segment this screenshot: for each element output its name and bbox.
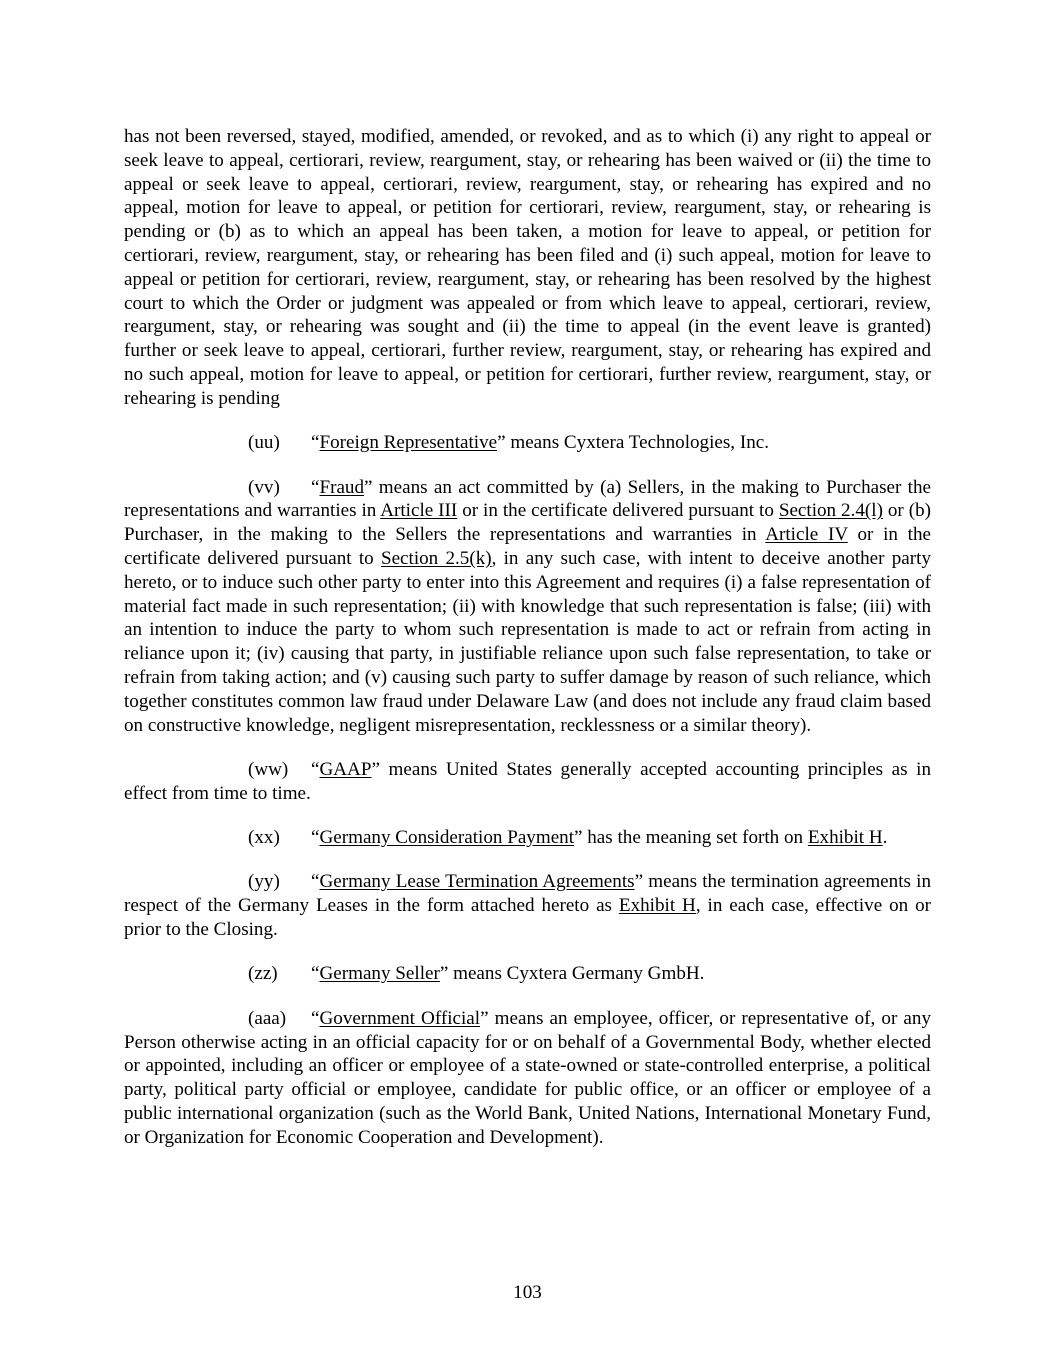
definition-text: ” means Cyxtera Technologies, Inc.	[497, 432, 770, 454]
clause-label: (xx)	[248, 827, 280, 849]
open-quote: “	[311, 871, 320, 893]
cross-reference-exhibit-h[interactable]: Exhibit H	[618, 895, 696, 917]
definition-text: , in any such case, with intent to deceive another party hereto, or to induce such other party to enter into this Agreement and requires (i) a false representation of material fact made in such representation; (ii) with knowledge that such representation is false; (iii) with an intention to induce the party to whom such representation is made to act or refrain from acting in reliance upon it; (iv) causing that party, in justifiable reliance upon such false representation, to take or refrain from taking action; and (v) causing such party to suffer damage by reason of such reliance, which together constitutes common law fraud under Delaware Law (and does not include any fraud claim based on constructive knowledge, negligent misrepresentation, recklessness or a similar theory).	[124, 547, 931, 736]
definition-germany-consideration-payment	[124, 826, 931, 850]
document-body	[124, 125, 931, 1170]
defined-term: Germany Lease Termination Agreements	[319, 871, 635, 893]
intro-paragraph: has not been reversed, stayed, modified, amended, or revoked, and as to which (i) any right to appeal or seek leave to appeal, certiorari, review, reargument, stay, or rehearing has been waived or (ii) the time to appeal or seek leave to appeal, certiorari, review, reargument, stay, or rehearing has expired and no appeal, motion for leave to appeal, or petition for certiorari, review, reargument, stay, or rehearing is pending or (b) as to which an appeal has been taken, a motion for leave to appeal, or petition for certiorari, review, reargument, stay, or rehearing has been filed and (i) such appeal, motion for leave to appeal or petition for certiorari, review, reargument, stay, or rehearing has been resolved by the highest court to which the Order or judgment was appealed or from which leave to appeal, certiorari, review, reargument, stay, or rehearing was sought and (ii) the time to appeal (in the event leave is granted) further or seek leave to appeal, certiorari, further review, reargument, stay, or rehearing has expired and no such appeal, motion for leave to appeal, or petition for certiorari, further review, reargument, stay, or rehearing is pending	[124, 126, 931, 409]
clause-label: (uu)	[248, 432, 280, 454]
definition-text: or in the certificate delivered pursuant to	[457, 500, 779, 522]
clause-label: (zz)	[248, 963, 278, 985]
open-quote: “	[311, 476, 320, 498]
defined-term: Foreign Representative	[319, 432, 498, 454]
definition-text: ” means an employee, officer, or representative of, or any Person otherwise acting in an official capacity for or on behalf of a Governmental Body, whether elected or appointed, including an officer or employee of a state-owned or state-controlled enterprise, a political party, political party official or employee, candidate for public office, or an officer or employee of a public international organization (such as the World Bank, United Nations, International Monetary Fund, or Organization for Economic Cooperation and Development).	[124, 1007, 931, 1148]
definition-government-official	[124, 1007, 931, 1150]
definition-text: or in the certificate delivered pursuant to	[124, 524, 931, 569]
definition-text: .	[882, 827, 888, 849]
open-quote: “	[311, 432, 320, 454]
open-quote: “	[311, 758, 320, 780]
defined-term: Government Official	[319, 1007, 481, 1029]
open-quote: “	[311, 1007, 320, 1029]
defined-term: GAAP	[319, 758, 372, 780]
definition-text: ” means an act committed by (a) Sellers, in the making to Purchaser the representations and warranties in	[124, 476, 931, 522]
definition-text: ” means United States generally accepted accounting principles as in effect from time to time.	[124, 758, 931, 804]
open-quote: “	[311, 963, 320, 985]
definition-text: ” means the termination agreements in respect of the Germany Leases in the form attached hereto as	[124, 871, 932, 917]
cross-reference-article-iii[interactable]: Article III	[380, 500, 458, 522]
page-number: 103	[513, 1282, 542, 1303]
definition-germany-lease-termination-agreements	[124, 870, 931, 941]
definition-gaap	[124, 758, 931, 806]
cross-reference-section-2-4-l[interactable]: Section 2.4(l)	[778, 500, 883, 522]
clause-label: (vv)	[248, 476, 280, 498]
cross-reference-section-2-5-k[interactable]: Section 2.5(k)	[380, 547, 492, 569]
definition-germany-seller	[124, 962, 931, 986]
definition-text: ” has the meaning set forth on	[574, 827, 808, 849]
defined-term: Germany Seller	[319, 963, 440, 985]
cross-reference-exhibit-h[interactable]: Exhibit H	[807, 827, 883, 849]
cross-reference-article-iv[interactable]: Article IV	[765, 524, 848, 546]
defined-term: Fraud	[319, 476, 365, 498]
definition-foreign-representative	[124, 431, 931, 455]
clause-label: (yy)	[248, 871, 280, 893]
clause-label: (ww)	[248, 758, 289, 780]
definition-text: or (b) Purchaser, in the making to the Sellers the representations and warranties in	[124, 500, 931, 546]
definition-text: ” means Cyxtera Germany GmbH.	[439, 963, 705, 985]
definition-fraud	[124, 476, 931, 738]
definition-text: , in each case, effective on or prior to the Closing.	[124, 895, 932, 941]
open-quote: “	[311, 827, 320, 849]
clause-label: (aaa)	[248, 1007, 287, 1029]
defined-term: Germany Consideration Payment	[319, 827, 575, 849]
